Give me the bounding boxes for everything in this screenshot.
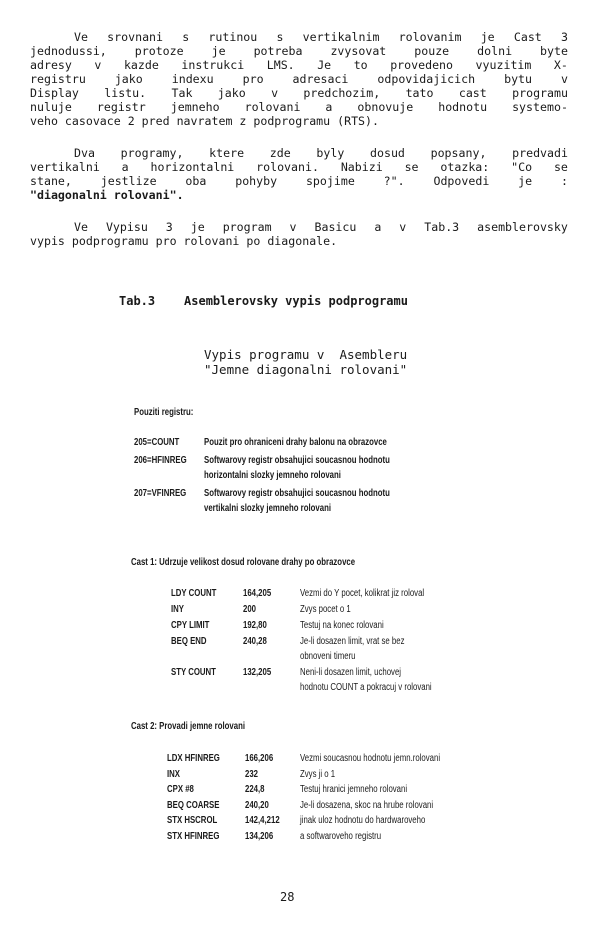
listing-instruction: INX (167, 768, 181, 780)
listing-instruction: LDY COUNT (171, 588, 217, 599)
paragraph-line: stane, jestlize oba pohyby spojime ?". Odpovedi je : (30, 174, 568, 188)
listing-comment: Je-li dosazen limit, vrat se bez (300, 636, 405, 647)
listing-instruction: CPY LIMIT (171, 620, 210, 631)
listing-instruction: CPX #8 (167, 784, 194, 795)
paragraph-text: vypis podprogramu pro rolovani po diagonale. (30, 234, 338, 248)
listing-comment: Je-li dosazena, skoc na hrube rolovani (300, 799, 434, 811)
listing-comment: Neni-li dosazen limit, uchovej (300, 667, 402, 678)
paragraph-line (30, 234, 568, 248)
register-description: horizontalni slozky jemneho rolovani (204, 470, 341, 481)
listing-opcode: 166,206 (245, 753, 274, 764)
listing-opcode: 232 (245, 768, 259, 780)
listing-title (204, 347, 407, 377)
paragraph-line (30, 188, 568, 202)
paragraph (30, 30, 568, 128)
listing-opcode: 142,4,212 (245, 815, 280, 826)
register-description: Pouzit pro ohraniceni drahy balonu na obrazovce (204, 437, 387, 448)
paragraph-line: nuluje registr jemneho rolovani a obnovuje hodnotu systemo- (30, 100, 568, 114)
listing-comment: Zvys pocet o 1 (300, 604, 351, 615)
listing-comment: Vezmi soucasnou hodnotu jemn.rolovani (300, 753, 441, 764)
listing-comment: Testuj hranici jemneho rolovani (300, 784, 408, 795)
register-description: vertikalni slozky jemneho rolovani (204, 503, 332, 514)
listing-instruction: STY COUNT (171, 667, 216, 678)
table-heading: Tab.3 Asemblerovsky vypis podprogramu (119, 294, 408, 308)
part2-heading: Cast 2: Provadi jemne rolovani (131, 721, 246, 732)
listing-comment: jinak uloz hodnotu do hardwaroveho (300, 815, 426, 826)
paragraph-line: jednodussi, protoze je potreba zvysovat pouze dolni byte (30, 44, 568, 58)
register-description: Softwarovy registr obsahujici soucasnou hodnotu (204, 488, 390, 499)
listing-instruction: STX HFINREG (167, 830, 220, 842)
paragraph-line (30, 114, 568, 128)
paragraph-line: registru jako indexu pro adresaci odpovidajicich bytu v (30, 72, 568, 86)
page-number: 28 (280, 890, 295, 904)
paragraph-line: Ve srovnani s rutinou s vertikalnim rolovanim je Cast 3 (74, 30, 568, 44)
listing-comment: Zvys ji o 1 (300, 768, 336, 780)
paragraph-line: Display listu. Tak jako v predchozim, tato cast programu (30, 86, 568, 100)
paragraph-text: veho casovace 2 pred navratem z podprogramu (RTS). (30, 114, 380, 128)
listing-opcode: 200 (243, 604, 257, 615)
listing-comment: a softwaroveho registru (300, 830, 382, 842)
listing-opcode: 132,205 (243, 667, 272, 678)
register-description: Softwarovy registr obsahujici soucasnou hodnotu (204, 455, 390, 466)
listing-opcode: 240,28 (243, 636, 267, 647)
listing-title-line: "Jemne diagonalni rolovani" (204, 362, 408, 377)
paragraph-text: "diagonalni rolovani". (30, 188, 184, 202)
listing-opcode: 240,20 (245, 799, 269, 811)
register-name: 205=COUNT (134, 437, 180, 448)
register-name: 206=HFINREG (134, 455, 187, 466)
register-name: 207=VFINREG (134, 488, 187, 499)
paragraph-line: Dva programy, ktere zde byly dosud popsany, predvadi (74, 146, 568, 160)
paragraph-line: vertikalni a horizontalni rolovani. Nabizi se otazka: "Co se (30, 160, 568, 174)
listing-instruction: STX HSCROL (167, 815, 218, 826)
listing-instruction: BEQ COARSE (167, 799, 220, 811)
listing-opcode: 164,205 (243, 588, 272, 599)
listing-opcode: 134,206 (245, 830, 274, 842)
listing-comment: hodnotu COUNT a pokracuj v rolovani (300, 682, 432, 693)
paragraph (30, 146, 568, 202)
listing-instruction: BEQ END (171, 636, 207, 647)
listing-comment: obnoveni timeru (300, 651, 356, 662)
paragraph-line: adresy v kazde instrukci LMS. Je to provedeno vyuzitim X- (30, 58, 568, 72)
listing-comment: Vezmi do Y pocet, kolikrat jiz roloval (300, 588, 425, 599)
listing-comment: Testuj na konec rolovani (300, 620, 384, 631)
paragraph (30, 220, 568, 248)
listing-instruction: INY (171, 604, 185, 615)
listing-opcode: 224,8 (245, 784, 265, 795)
part1-heading: Cast 1: Udrzuje velikost dosud rolovane drahy po obrazovce (131, 557, 356, 568)
paragraph-line: Ve Vypisu 3 je program v Basicu a v Tab.3 asemblerovsky (74, 220, 568, 234)
listing-instruction: LDX HFINREG (167, 753, 220, 764)
listing-title-line: Vypis programu v Asembleru (204, 347, 408, 362)
registers-heading: Pouziti registru: (134, 407, 194, 418)
listing-opcode: 192,80 (243, 620, 267, 631)
